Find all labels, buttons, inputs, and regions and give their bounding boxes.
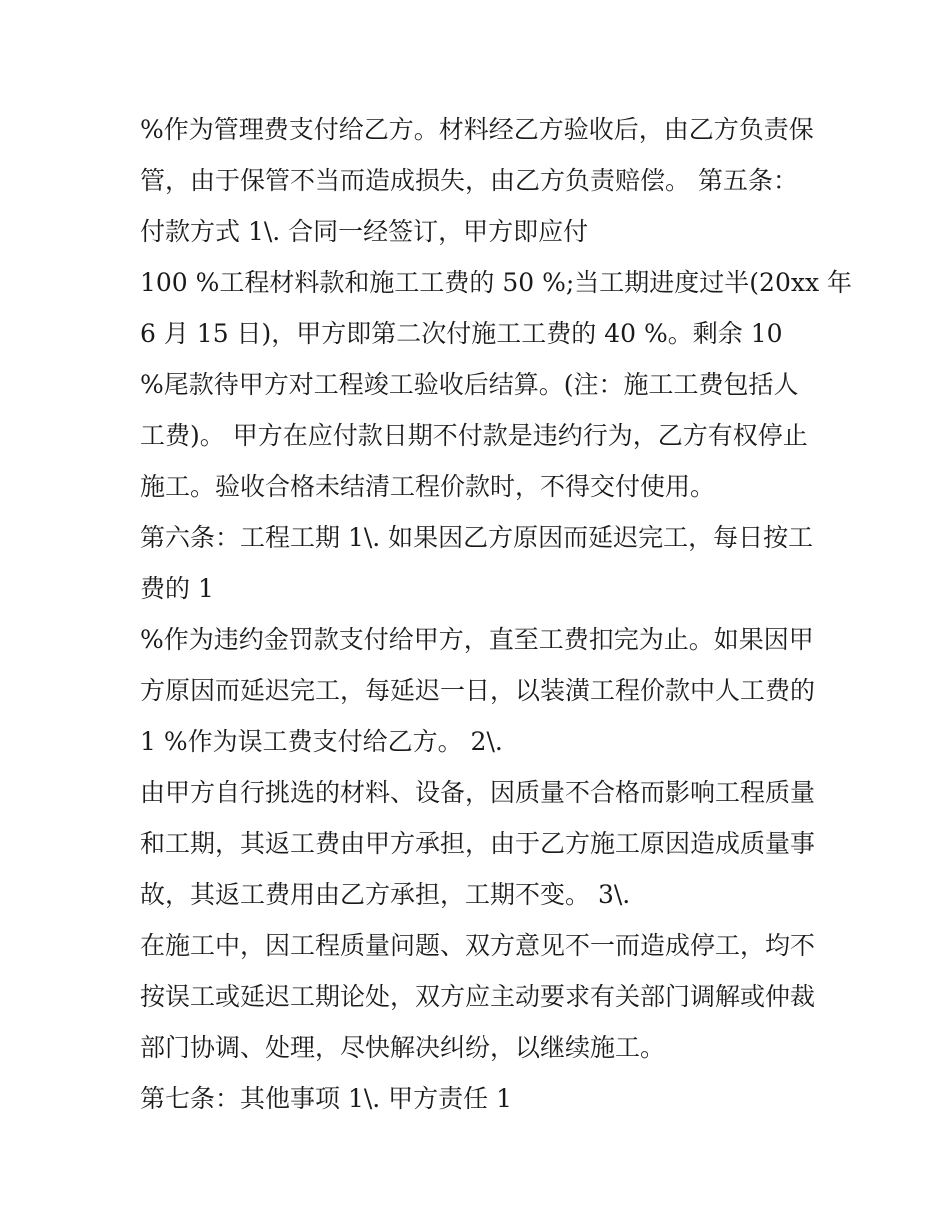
- document-body: [140, 104, 853, 1124]
- text-line: 和工期，其返工费由甲方承担，由于乙方施工原因造成质量事: [140, 829, 816, 858]
- text-line: 第六条：工程工期 1\. 如果因乙方原因而延迟完工，每日按工: [140, 523, 814, 552]
- text-line: 费的 1: [140, 574, 214, 603]
- text-line: 工费)。 甲方在应付款日期不付款是违约行为，乙方有权停止: [140, 421, 808, 450]
- text-line: 管，由于保管不当而造成损失，由乙方负责赔偿。 第五条：: [140, 166, 798, 195]
- text-line: 6 月 15 日)，甲方即第二次付施工工费的 40 %。剩余 10: [140, 319, 783, 348]
- text-line: 100 %工程材料款和施工工费的 50 %;当工期进度过半(20xx 年: [140, 268, 853, 297]
- text-line: 1 %作为误工费支付给乙方。 2\.: [140, 727, 503, 756]
- text-line: %尾款待甲方对工程竣工验收后结算。(注：施工工费包括人: [140, 370, 799, 399]
- text-line: 故，其返工费用由乙方承担，工期不变。 3\.: [140, 880, 631, 909]
- text-line: 施工。验收合格未结清工程价款时，不得交付使用。: [140, 472, 716, 501]
- text-line: %作为管理费支付给乙方。材料经乙方验收后，由乙方负责保: [140, 115, 814, 144]
- text-line: 由甲方自行挑选的材料、设备，因质量不合格而影响工程质量: [140, 778, 816, 807]
- text-line: 方原因而延迟完工，每延迟一日，以装潢工程价款中人工费的: [140, 676, 816, 705]
- text-line: 第七条：其他事项 1\. 甲方责任 1: [140, 1084, 513, 1113]
- text-line: 付款方式 1\. 合同一经签订，甲方即应付: [140, 217, 589, 246]
- text-line: %作为违约金罚款支付给甲方，直至工费扣完为止。如果因甲: [140, 625, 814, 654]
- text-line: 按误工或延迟工期论处，双方应主动要求有关部门调解或仲裁: [140, 982, 816, 1011]
- text-line: 在施工中，因工程质量问题、双方意见不一而造成停工，均不: [140, 931, 816, 960]
- text-line: 部门协调、处理，尽快解决纠纷，以继续施工。: [140, 1033, 666, 1062]
